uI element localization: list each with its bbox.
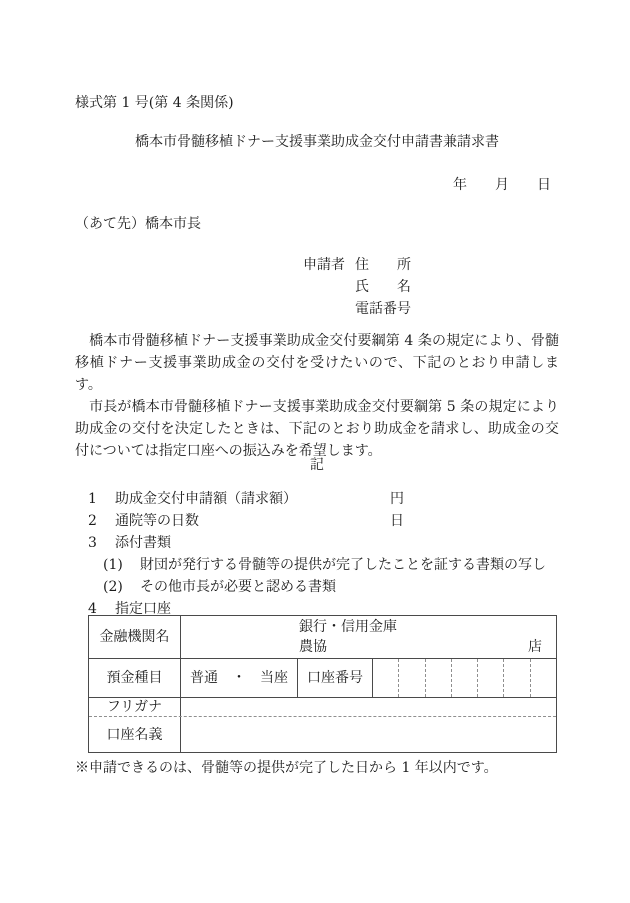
paragraph-application: 橋本市骨髄移植ドナー支援事業助成金交付要綱第 4 条の規定により、骨髄移植ドナー支援事業助成金の交付を受けたいので、下記のとおり申請します。 — [75, 333, 559, 393]
list-subitem-certificate — [75, 554, 559, 576]
list-item-amount — [75, 488, 559, 510]
item-label: 通院等の日数 — [115, 513, 199, 529]
table-row-institution — [89, 616, 556, 659]
item-label: 指定口座 — [115, 601, 171, 617]
applicant-label: 申請者 — [303, 257, 345, 273]
deposit-type-header: 預金種目 — [89, 659, 181, 697]
institution-type-options[interactable]: 銀行・信用金庫 — [299, 619, 397, 635]
account-number-box[interactable] — [503, 659, 529, 697]
subitem-text: その他市長が必要と認める書類 — [140, 579, 336, 595]
applicant-phone-label[interactable]: 電話番号 — [355, 301, 411, 317]
document-title: 橋本市骨髄移植ドナー支援事業助成金交付申請書兼請求書 — [135, 134, 499, 150]
item-number: 1 — [88, 491, 97, 507]
subitem-number: (2) — [103, 579, 123, 595]
account-number-boxes — [373, 659, 556, 697]
applicant-fields — [355, 254, 413, 320]
applicant-name-label[interactable]: 氏 名 — [355, 279, 411, 295]
subitem-number: (1) — [103, 557, 123, 573]
addressee-line: （あて先）橋本市長 — [75, 216, 201, 232]
form-number: 様式第 1 号(第 4 条関係) — [75, 95, 234, 111]
account-holder-input-area[interactable] — [181, 717, 556, 752]
unit-yen: 円 — [390, 491, 404, 507]
paragraph-request: 市長が橋本市骨髄移植ドナー支援事業助成金交付要綱第 5 条の規定により助成金の交付を決定したときは、下記のとおり助成金を請求し、助成金の交付については指定口座への振込みを希望します。 — [75, 399, 559, 459]
account-number-box[interactable] — [398, 659, 424, 697]
table-row-account-holder — [89, 717, 556, 752]
days-input-area[interactable] — [320, 512, 450, 530]
account-number-box[interactable] — [451, 659, 477, 697]
item-number: 4 — [88, 601, 97, 617]
branch-label: 店 — [528, 639, 542, 655]
account-holder-header: 口座名義 — [89, 717, 181, 752]
financial-institution-input-area[interactable] — [181, 616, 556, 658]
institution-type-nokyo[interactable]: 農協 — [299, 639, 327, 655]
furigana-header: フリガナ — [89, 698, 181, 716]
account-number-box[interactable] — [530, 659, 556, 697]
subitem-text: 財団が発行する骨髄等の提供が完了したことを証する書類の写し — [140, 557, 546, 573]
footnote: ※申請できるのは、骨髄等の提供が完了した日から 1 年以内です。 — [75, 760, 498, 776]
financial-institution-header: 金融機関名 — [89, 616, 181, 658]
section-marker-ki: 記 — [310, 457, 324, 473]
table-row-furigana — [89, 698, 556, 717]
item-number: 2 — [88, 513, 97, 529]
item-label: 助成金交付申請額（請求額） — [115, 491, 297, 507]
date-line[interactable]: 年 月 日 — [453, 177, 551, 193]
list-item-attachments — [75, 532, 559, 554]
institution-type-row2 — [181, 637, 556, 657]
amount-input-area[interactable] — [320, 490, 450, 508]
item-label: 添付書類 — [115, 535, 171, 551]
list-subitem-other-docs — [75, 576, 559, 598]
furigana-input-area[interactable] — [181, 698, 556, 716]
body-paragraphs — [75, 330, 559, 462]
applicant-address-label[interactable]: 住 所 — [355, 257, 411, 273]
account-number-box[interactable] — [477, 659, 503, 697]
deposit-type-options[interactable]: 普通 ・ 当座 — [181, 659, 298, 697]
account-number-box[interactable] — [425, 659, 451, 697]
account-number-header: 口座番号 — [298, 659, 373, 697]
item-list — [75, 488, 559, 620]
item-number: 3 — [88, 535, 97, 551]
unit-day: 日 — [390, 513, 404, 529]
table-row-deposit — [89, 659, 556, 698]
account-number-box[interactable] — [373, 659, 398, 697]
designated-account-table — [88, 615, 557, 753]
applicant-block — [303, 254, 413, 320]
list-item-days — [75, 510, 559, 532]
